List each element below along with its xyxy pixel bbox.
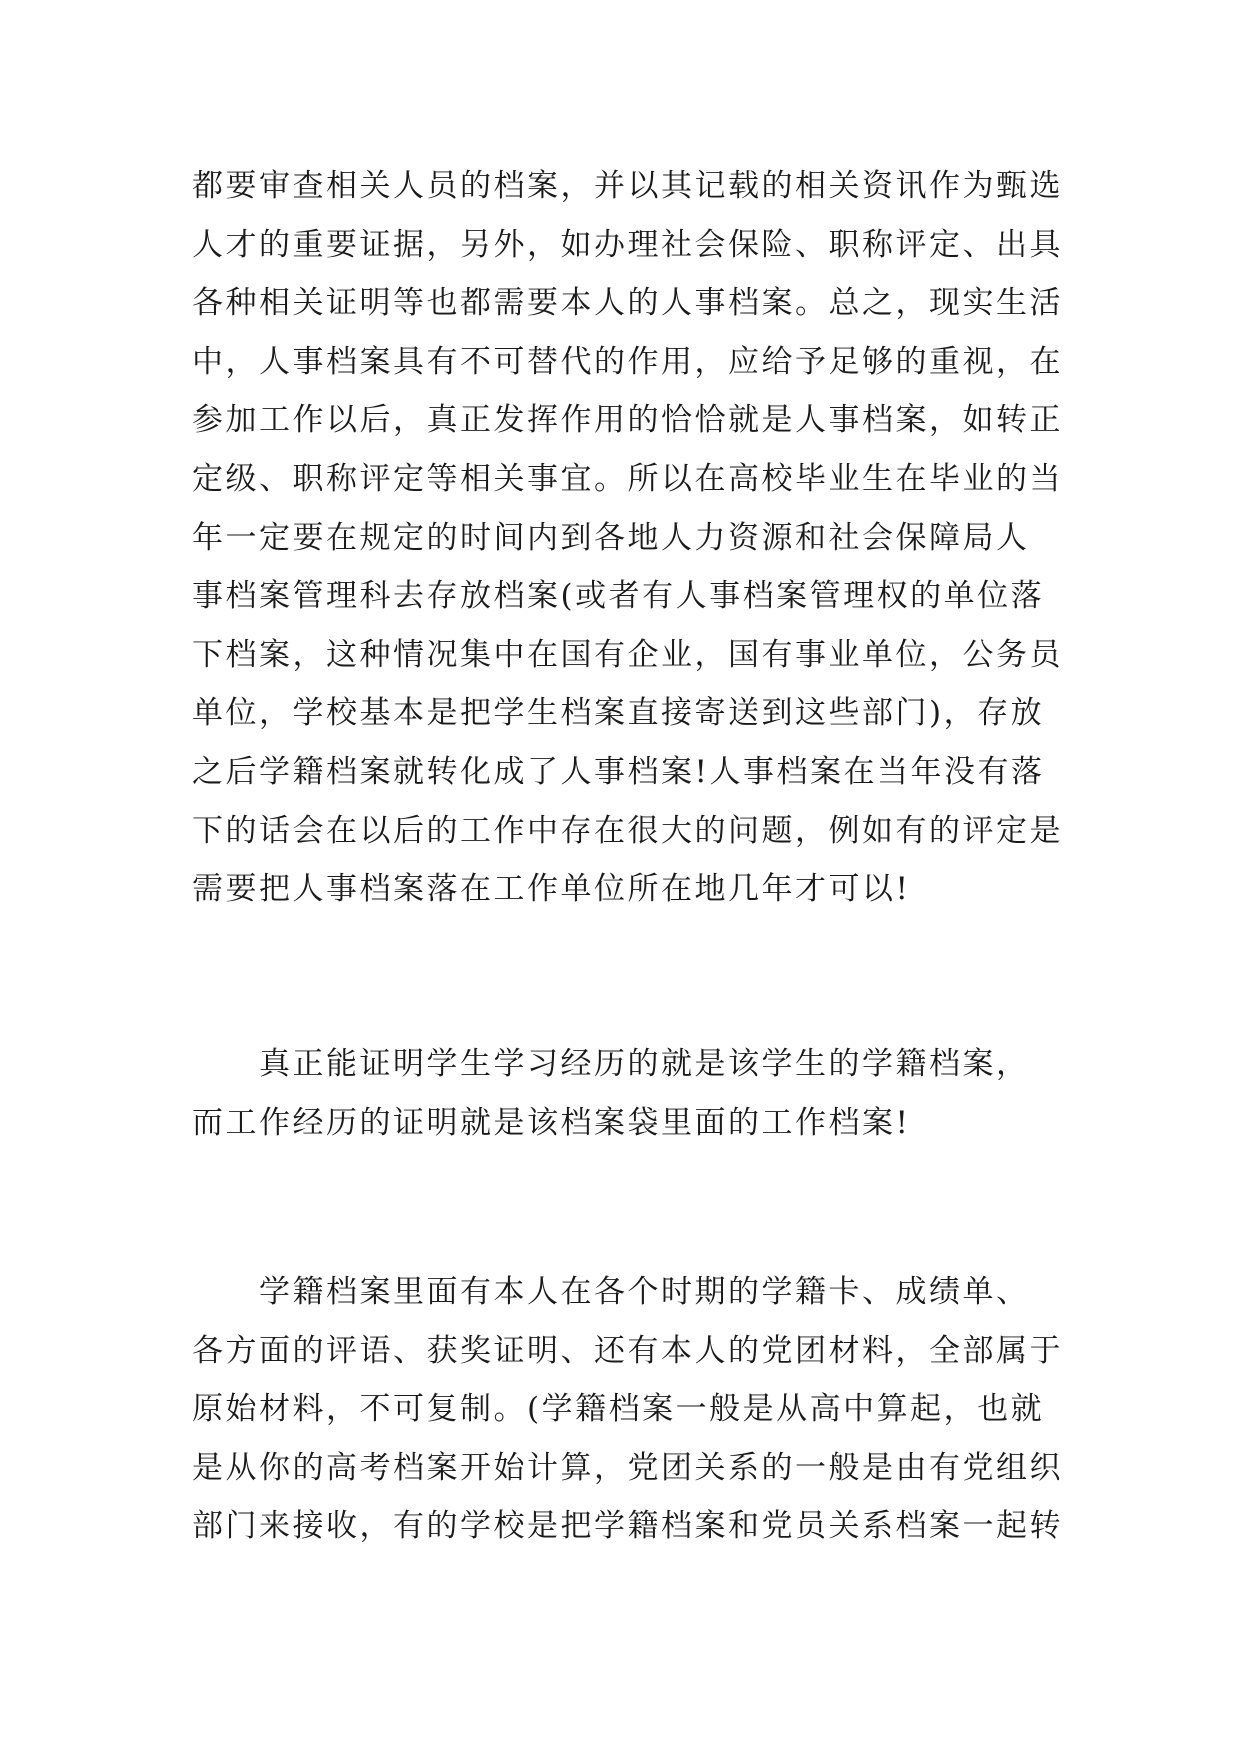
paragraph [192, 1035, 1072, 1152]
text-line: 参加工作以后，真正发挥作用的恰恰就是人事档案，如转正 [192, 402, 1063, 439]
text-line: 各方面的评语、获奖证明、还有本人的党团材料，全部属于 [192, 1332, 1063, 1369]
paragraph [192, 157, 1072, 919]
text-line: 各种相关证明等也都需要本人的人事档案。总之，现实生活 [192, 285, 1063, 322]
text-line: 是从你的高考档案开始计算，党团关系的一般是由有党组织 [192, 1449, 1063, 1486]
text-line: 人才的重要证据，另外，如办理社会保险、职称评定、出具 [192, 226, 1063, 263]
text-line: 定级、职称评定等相关事宜。所以在高校毕业生在毕业的当 [192, 460, 1063, 497]
text-line: 中，人事档案具有不可替代的作用，应给予足够的重视，在 [192, 343, 1063, 380]
text-line: 原始材料，不可复制。(学籍档案一般是从高中算起，也就 [192, 1391, 1045, 1428]
text-line: 需要把人事档案落在工作单位所在地几年才可以! [192, 871, 911, 908]
text-line: 之后学籍档案就转化成了人事档案!人事档案在当年没有落 [192, 753, 1045, 790]
text-line: 年一定要在规定的时间内到各地人力资源和社会保障局人 [192, 519, 1030, 556]
paragraph [192, 1263, 1072, 1556]
text-line: 学籍档案里面有本人在各个时期的学籍卡、成绩单、 [192, 1274, 1030, 1310]
text-line: 真正能证明学生学习经历的就是该学生的学籍档案， [192, 1046, 1030, 1082]
text-line: 而工作经历的证明就是该档案袋里面的工作档案! [192, 1104, 911, 1141]
text-line: 下的话会在以后的工作中存在很大的问题，例如有的评定是 [192, 812, 1063, 849]
text-line: 都要审查相关人员的档案，并以其记载的相关资讯作为甄选 [192, 168, 1063, 204]
text-line: 事档案管理科去存放档案(或者有人事档案管理权的单位落 [192, 578, 1045, 615]
text-line: 单位，学校基本是把学生档案直接寄送到这些部门)，存放 [192, 695, 1045, 732]
text-line: 下档案，这种情况集中在国有企业，国有事业单位，公务员 [192, 636, 1063, 673]
text-line: 部门来接收，有的学校是把学籍档案和党员关系档案一起转 [192, 1508, 1063, 1545]
